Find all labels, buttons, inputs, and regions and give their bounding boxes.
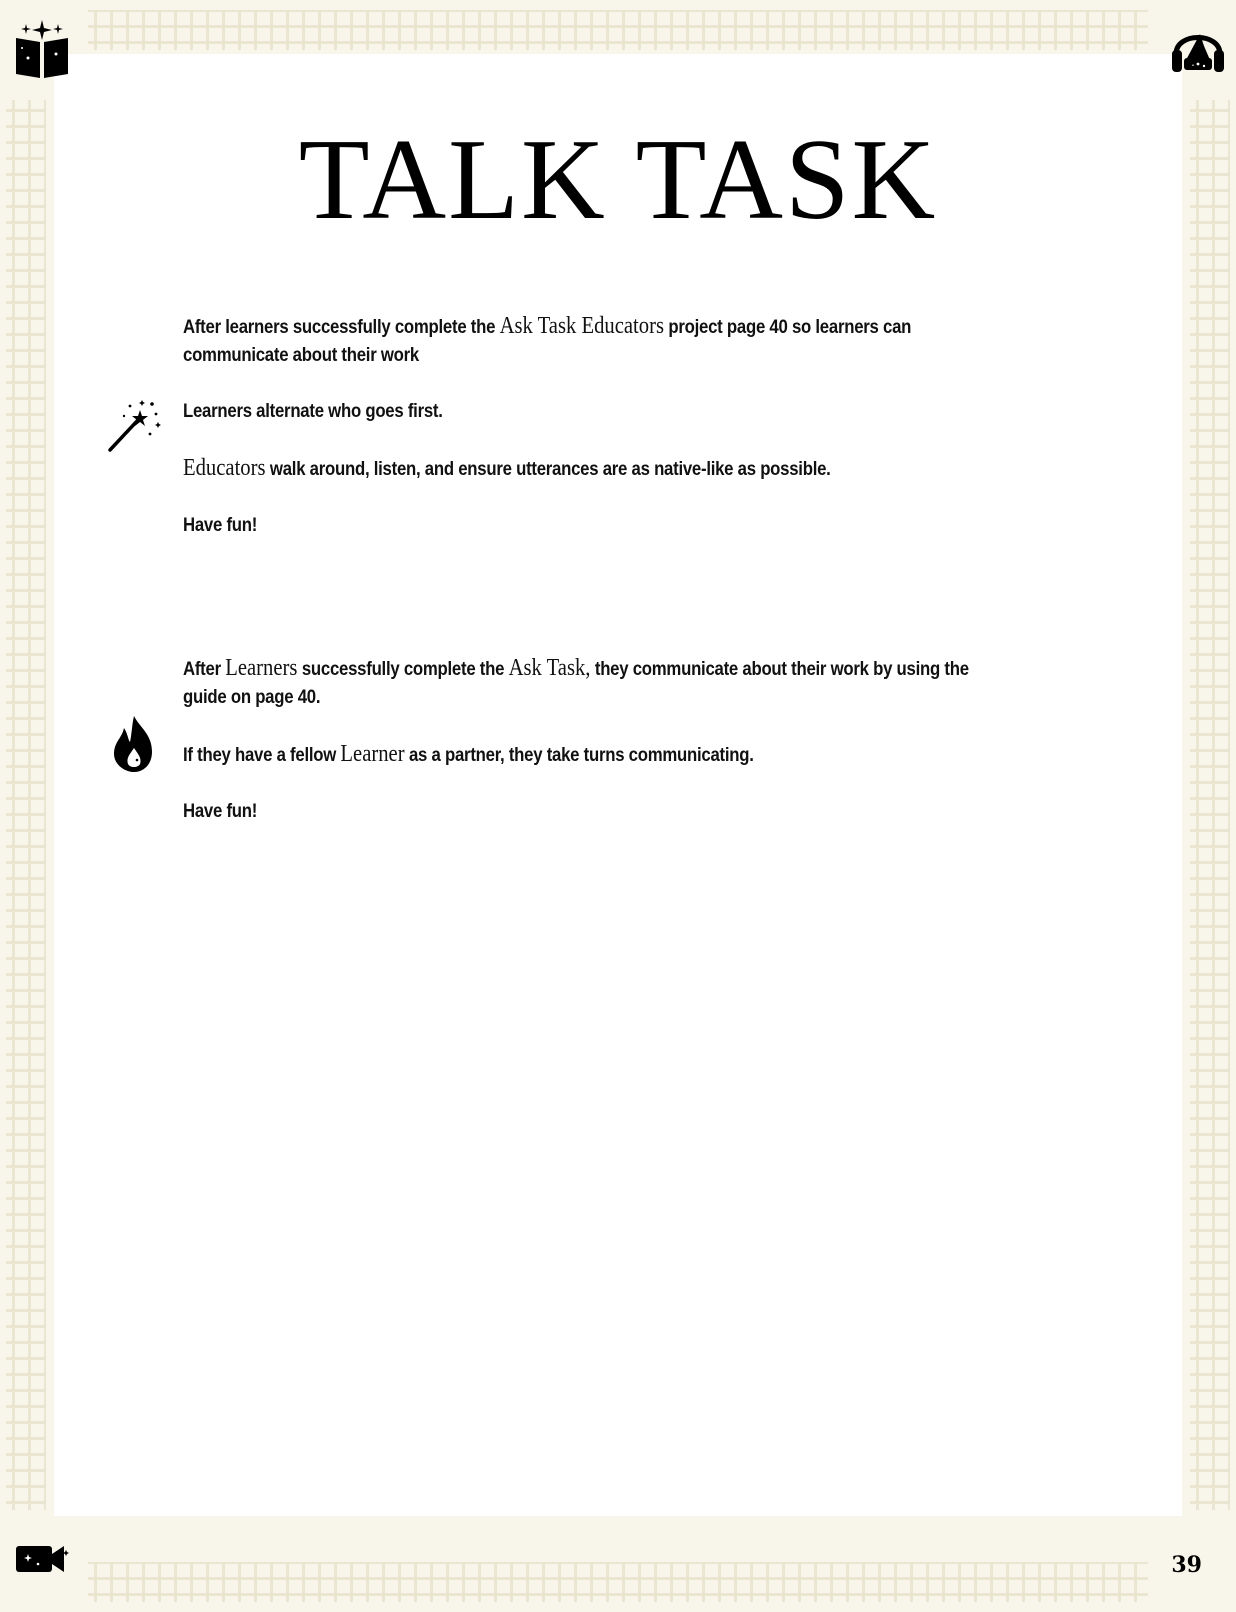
content-area <box>54 54 1182 1516</box>
learner-intro-text-a: After <box>183 658 226 680</box>
learner-intro-text-d: Ask Task, <box>508 655 591 681</box>
border-left <box>6 100 46 1510</box>
learner-paragraph-partner <box>183 740 983 769</box>
learner-intro-text-e: they communicate about their work by using the guide on page 40. <box>183 658 969 708</box>
open-book-icon <box>14 18 70 80</box>
learner-paragraph-intro <box>183 654 983 711</box>
educator-paragraph-walk <box>183 454 983 483</box>
educator-intro-text-b: Ask Task Educators <box>499 313 664 339</box>
educator-paragraph-intro <box>183 312 983 369</box>
learner-intro-text-c: successfully complete the <box>297 658 509 680</box>
page-title: TALK TASK <box>298 116 938 244</box>
educator-walk-text-b: walk around, listen, and ensure utterances are as native-like as possible. <box>265 458 831 480</box>
educator-paragraph-have-fun: Have fun! <box>183 514 258 536</box>
educator-walk-text-a: Educators <box>183 455 266 481</box>
educator-intro-text-a: After learners successfully complete the <box>183 316 500 338</box>
learner-partner-text-b: Learner <box>340 741 405 767</box>
flame-icon <box>110 714 158 774</box>
educator-intro-text-c: project page 40 so learners can communicate about their work <box>183 316 912 366</box>
page-number: 39 <box>1171 1552 1202 1578</box>
learner-intro-text-b: Learners <box>225 655 298 681</box>
magic-wand-icon <box>106 396 164 454</box>
learner-paragraph-have-fun: Have fun! <box>183 800 258 822</box>
border-bottom <box>88 1562 1148 1602</box>
border-top <box>88 10 1148 50</box>
learner-partner-text-a: If they have a fellow <box>183 744 341 766</box>
border-right <box>1190 100 1230 1510</box>
learner-partner-text-c: as a partner, they take turns communicating. <box>404 744 754 766</box>
educator-paragraph-alternate: Learners alternate who goes first. <box>183 400 443 422</box>
video-camera-icon <box>14 1536 70 1580</box>
wizard-headphones-icon <box>1170 20 1226 76</box>
